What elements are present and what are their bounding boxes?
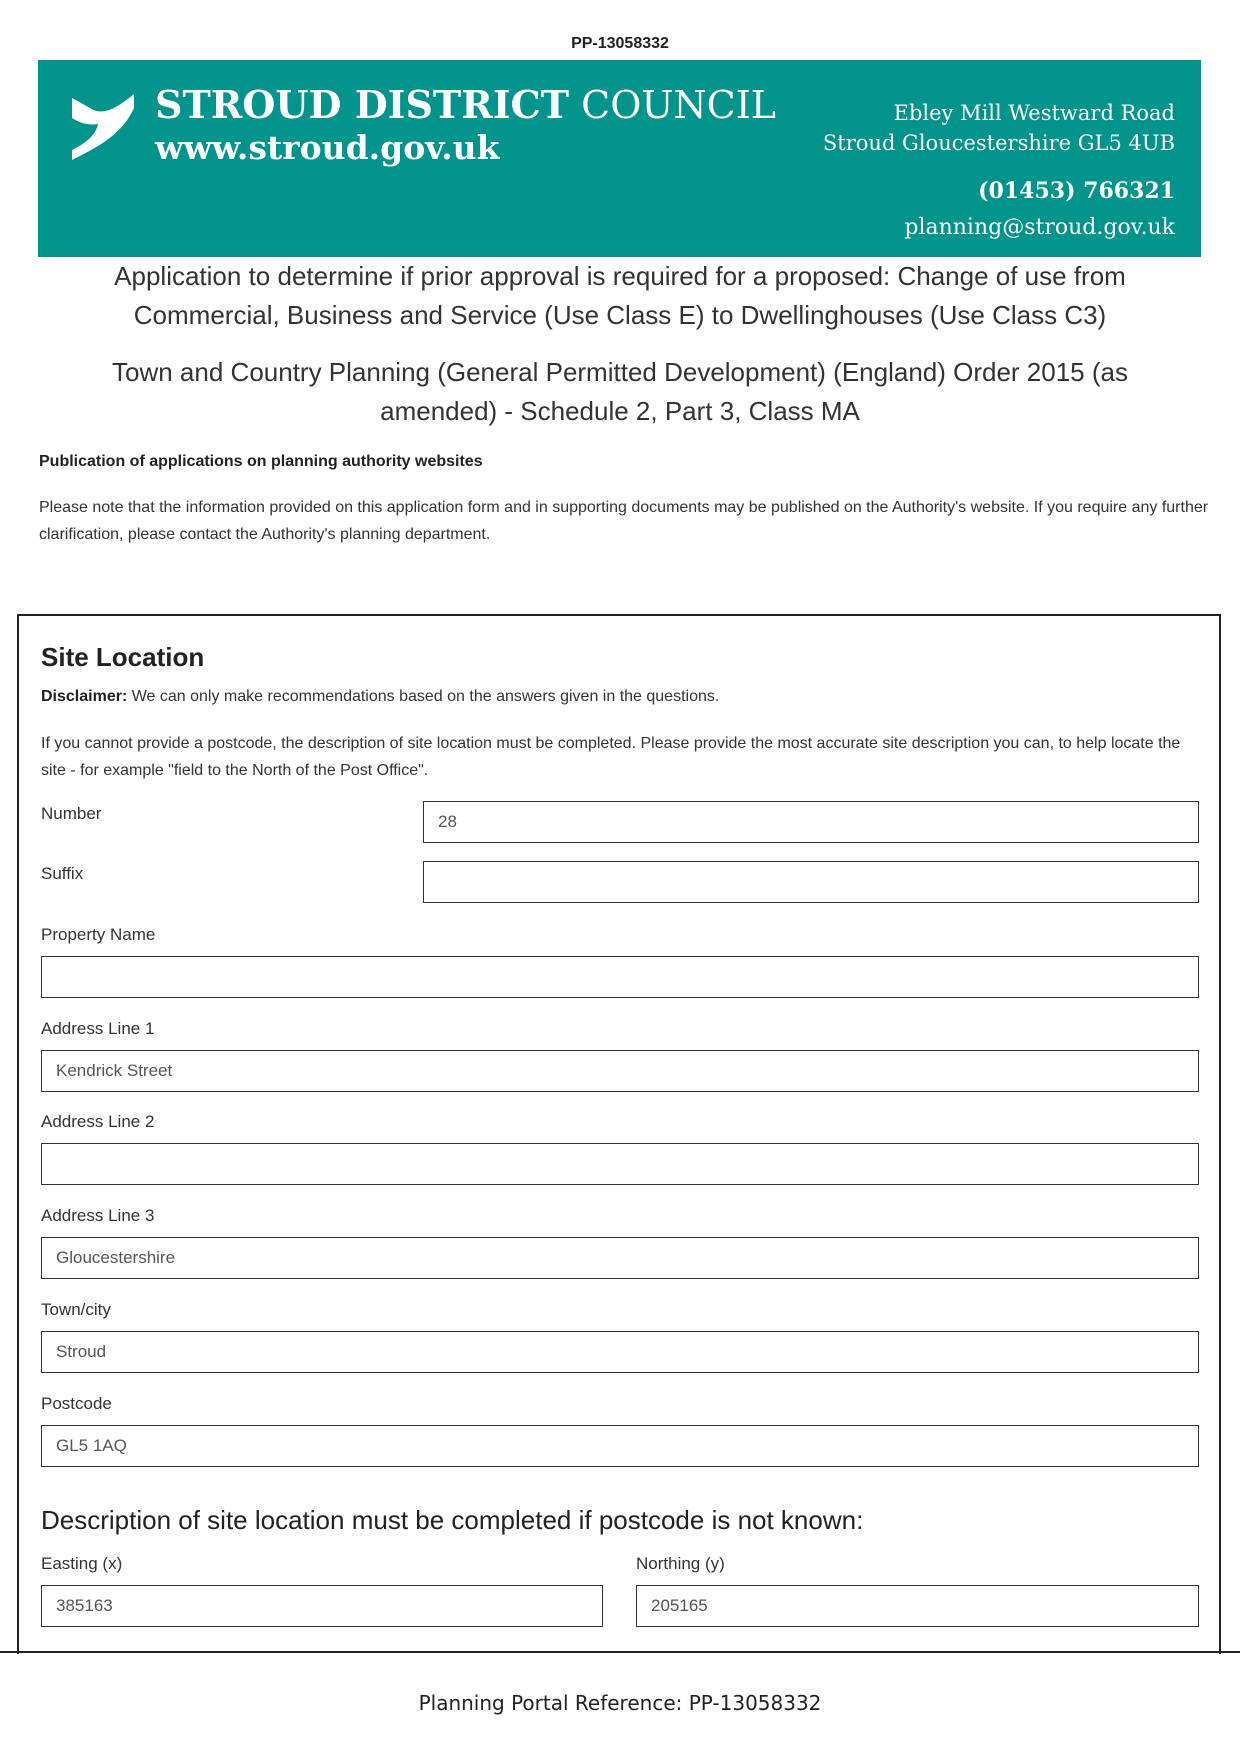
address-line-1-input[interactable]: Kendrick Street <box>41 1050 1199 1092</box>
council-header-banner <box>38 60 1201 257</box>
address-line-1-label: Address Line 1 <box>41 1019 155 1038</box>
council-email[interactable]: planning@stroud.gov.uk <box>904 215 1175 240</box>
page-divider <box>0 1651 1240 1653</box>
reference-number-top: PP-13058332 <box>571 35 669 52</box>
council-logo-icon <box>70 94 136 160</box>
town-input[interactable]: Stroud <box>41 1331 1199 1373</box>
council-phone: (01453) 766321 <box>978 178 1175 204</box>
address-line-3-label: Address Line 3 <box>41 1206 155 1225</box>
easting-label: Easting (x) <box>41 1554 123 1573</box>
address-line-2-label: Address Line 2 <box>41 1112 155 1131</box>
northing-input[interactable]: 205165 <box>636 1585 1199 1627</box>
disclaimer-text: We can only make recommendations based on the answers given in the questions. <box>131 688 720 705</box>
site-location-title: Site Location <box>41 642 205 672</box>
disclaimer-label: Disclaimer: <box>41 688 128 705</box>
disclaimer <box>41 688 719 706</box>
easting-input[interactable]: 385163 <box>41 1585 603 1627</box>
site-description-heading: Description of site location must be completed if postcode is not known: <box>41 1505 864 1535</box>
council-name: STROUD DISTRICT COUNCIL <box>155 82 776 127</box>
form-subtitle: Town and Country Planning (General Permitted Development) (England) Order 2015 (as amended) - Schedule 2, Part 3, Class MA <box>112 357 1128 426</box>
suffix-label: Suffix <box>41 864 84 883</box>
publication-notice: Please note that the information provided on this application form and in supporting documents may be published on the Authority's website. If you require any further clarification, please contact the Authority's planning department. <box>39 499 1209 543</box>
postcode-label: Postcode <box>41 1394 112 1413</box>
council-website[interactable]: www.stroud.gov.uk <box>155 128 500 167</box>
address-line-3-input[interactable]: Gloucestershire <box>41 1237 1199 1279</box>
number-label: Number <box>41 804 102 823</box>
postcode-input[interactable]: GL5 1AQ <box>41 1425 1199 1467</box>
footer-reference: Planning Portal Reference: PP-13058332 <box>418 1691 822 1715</box>
property-name-input[interactable] <box>41 956 1199 998</box>
number-input[interactable]: 28 <box>423 801 1199 843</box>
publication-heading: Publication of applications on planning authority websites <box>39 453 483 470</box>
property-name-label: Property Name <box>41 925 156 944</box>
town-label: Town/city <box>41 1300 111 1319</box>
northing-label: Northing (y) <box>636 1554 725 1573</box>
suffix-input[interactable] <box>423 861 1199 903</box>
address-line-2-input[interactable] <box>41 1143 1199 1185</box>
site-location-info: If you cannot provide a postcode, the description of site location must be completed. Please provide the most accurate site description you can, to help locate the site - for example "field to the North of the Post Office". <box>41 735 1181 779</box>
form-title: Application to determine if prior approval is required for a proposed: Change of use from Commercial, Business and Service (Use Class E) to Dwellinghouses (Use Class C3) <box>114 261 1126 330</box>
council-address: Ebley Mill Westward Road Stroud Gloucestershire GL5 4UB <box>822 101 1175 155</box>
